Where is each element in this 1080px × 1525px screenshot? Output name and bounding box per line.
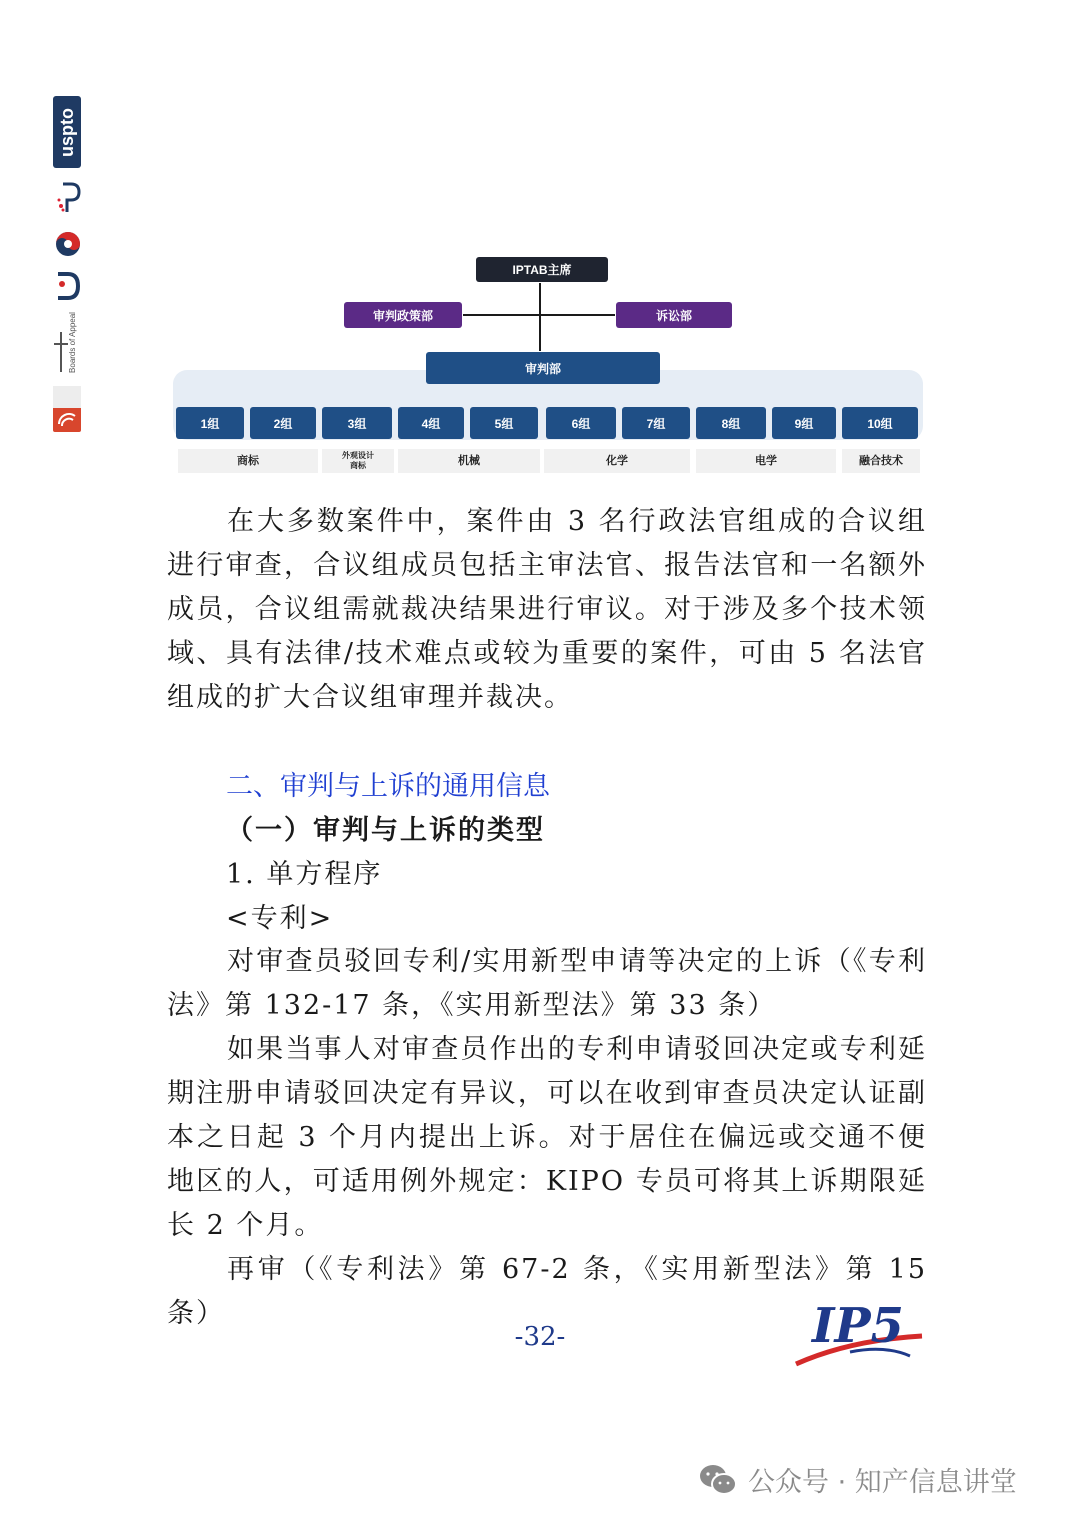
kipo-logo-icon xyxy=(54,230,82,258)
jpo-logo-icon xyxy=(54,272,82,302)
chart-connector xyxy=(539,283,541,351)
chart-group: 6组 xyxy=(546,407,616,439)
field-design-line2: 商标 xyxy=(350,461,366,470)
chart-group: 2组 xyxy=(250,407,316,439)
org-chart xyxy=(170,245,925,480)
section-heading: 二、审判与上诉的通用信息 xyxy=(226,771,550,802)
paragraph-appeal-law: 对审查员驳回专利/实用新型申请等决定的上诉（《专利法》第 132-17 条，《实用新型法》第 33 条） xyxy=(167,946,927,1021)
chart-group: 8组 xyxy=(696,407,766,439)
field-fusion: 融合技术 xyxy=(842,449,920,473)
paragraph-appeal-deadline: 如果当事人对审查员作出的专利申请驳回决定或专利延期注册申请驳回决定有异议，可以在收到审查员决定认证副本之日起 3 个月内提出上诉。对于居住在偏远或交通不便地区的人，可适用例外规定：KIPO 专员可将其上诉期限延长 2 个月。 xyxy=(167,1034,927,1241)
chart-group: 7组 xyxy=(622,407,690,439)
page-number: -32- xyxy=(514,1322,566,1352)
chart-group: 10组 xyxy=(842,407,918,439)
field-chemistry: 化学 xyxy=(544,449,690,473)
patent-tag: <专利> xyxy=(226,903,334,934)
field-electrical: 电学 xyxy=(696,449,836,473)
epo-logo-icon xyxy=(55,180,83,216)
item-heading: 1. 单方程序 xyxy=(226,859,383,890)
chart-group: 1组 xyxy=(176,407,244,439)
footer-text: 公众号 · 知产信息讲堂 xyxy=(748,1467,1017,1498)
chart-group: 3组 xyxy=(322,407,392,439)
uspto-logo: uspto xyxy=(53,96,81,168)
wechat-icon xyxy=(698,1463,738,1497)
paragraph-panel-composition: 在大多数案件中，案件由 3 名行政法官组成的合议组进行审查，合议组成员包括主审法官、报告法官和一名额外成员，合议组需就裁决结果进行审议。对于涉及多个技术领域、具有法律/技术难点或较为重要的案件，可由 5 名法官组成的扩大合议组审理并裁决。 xyxy=(167,506,927,713)
field-trademark: 商标 xyxy=(178,449,318,473)
chart-group: 5组 xyxy=(470,407,538,439)
field-mechanical: 机械 xyxy=(398,449,540,473)
cross-icon xyxy=(54,332,68,372)
wechat-footer xyxy=(698,1460,1017,1499)
chart-connector xyxy=(463,314,615,316)
field-design-line1: 外观设计 xyxy=(342,451,374,460)
subsection-heading: （一）审判与上诉的类型 xyxy=(226,815,545,846)
ip5-logo-text: IP5 xyxy=(812,1298,904,1354)
cnipa-logo xyxy=(53,386,81,432)
chart-node-trial: 审判部 xyxy=(426,352,660,384)
paragraph-retrial: 再审（《专利法》第 67-2 条，《实用新型法》第 15 条） xyxy=(167,1254,927,1329)
chart-group: 9组 xyxy=(772,407,836,439)
chart-node-litigation: 诉讼部 xyxy=(616,302,732,328)
cnipa-emblem-icon xyxy=(53,386,81,432)
field-design-trademark xyxy=(322,449,394,473)
chart-node-policy: 审判政策部 xyxy=(344,302,462,328)
chart-node-chief: IPTAB主席 xyxy=(476,257,608,282)
chart-group: 4组 xyxy=(398,407,464,439)
ip5-logo xyxy=(790,1290,925,1372)
boards-of-appeal-logo: Boards of Appeal xyxy=(52,318,84,376)
